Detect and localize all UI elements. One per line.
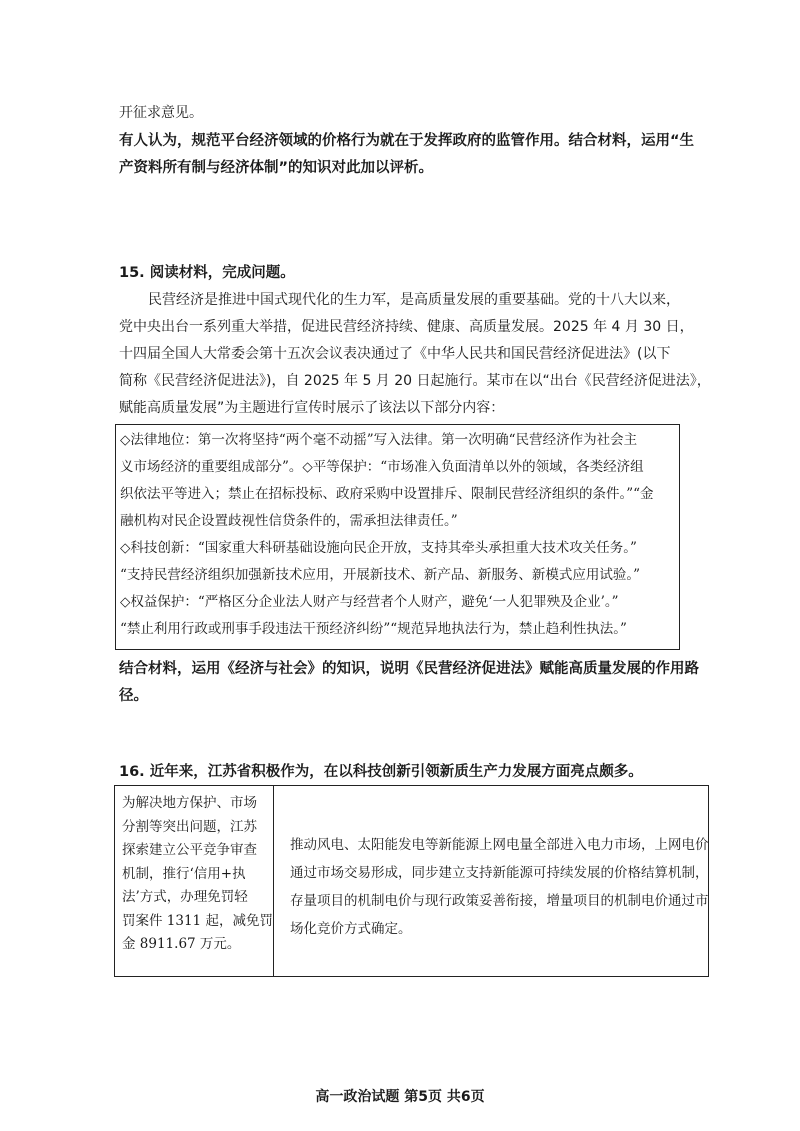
question-15-para-line: 赋能高质量发展”为主题进行宣传时展示了该法以下部分内容： [119,400,505,416]
question-16-material-table [114,785,709,977]
question-15-para-line: 民营经济是推进中国式现代化的生力军，是高质量发展的重要基础。党的十八大以来， [148,292,680,308]
left-cell-line: 探索建立公平竞争审查 [122,842,257,858]
right-cell-line: 场化竞价方式确定。 [289,921,412,937]
question-16-heading: 16. 近年来，江苏省积极作为，在以科技创新引领新质生产力发展方面亮点颇多。 [119,764,643,780]
law-content-box [115,424,680,650]
left-cell-line: 为解决地方保护、市场 [122,795,257,811]
question-15-prompt-line1: 结合材料，运用《经济与社会》的知识，说明《民营经济促进法》赋能高质量发展的作用路 [119,661,699,677]
right-cell-line: 存量项目的机制电价与现行政策妥善衔接，增量项目的机制电价通过市 [289,893,709,909]
box-line: 融机构对民企设置歧视性信贷条件的，需承担法律责任。” [120,513,458,529]
right-cell-line: 通过市场交易形成，同步建立支持新能源可持续发展的价格结算机制， [289,865,709,881]
left-cell-line: 分割等突出问题，江苏 [122,818,257,835]
question-15-para-line: 十四届全国人大常委会第十五次会议表决通过了《中华人民共和国民营经济促进法》(以下 [119,346,671,362]
page-footer: 高一政治试题 第5页 共6页 [315,1089,485,1105]
table-cell-left [115,786,274,977]
box-line: 织依法平等进入；禁止在招标投标、政府采购中设置排斥、限制民营经济组织的条件。”“金 [120,486,654,502]
left-cell-line: 罚案件 1311 起，减免罚 [122,912,273,929]
left-cell-line: 机制，推行‘信用+执 [122,865,246,882]
box-line: ◇科技创新：“国家重大科研基础设施向民企开放，支持其牵头承担重大技术攻关任务。” [120,540,637,556]
intro-line: 开征求意见。 [119,105,203,121]
right-cell-line: 推动风电、太阳能发电等新能源上网电量全部进入电力市场，上网电价 [289,837,709,853]
question-14-prompt-line1: 有人认为，规范平台经济领域的价格行为就在于发挥政府的监管作用。结合材料，运用“生 [119,133,695,149]
question-14-prompt-line2: 产资料所有制与经济体制”的知识对此加以评析。 [119,160,434,176]
question-15-para-line: 党中央出台一系列重大举措，促进民营经济持续、健康、高质量发展。2025 年 4 月 30 日， [119,319,694,335]
box-line: ◇权益保护：“严格区分企业法人财产与经营者个人财产，避免‘一人犯罪殃及企业’。” [120,594,619,610]
box-line: “支持民营经济组织加强新技术应用，开展新技术、新产品、新服务、新模式应用试验。” [120,567,641,583]
box-line: “禁止利用行政或刑事手段违法干预经济纠纷”“规范异地执法行为，禁止趋利性执法。” [120,621,627,637]
table-cell-right [273,786,709,977]
box-line: 义市场经济的重要组成部分”。◇平等保护：“市场准入负面清单以外的领域，各类经济组 [120,459,644,475]
question-15-prompt-line2: 径。 [119,688,148,704]
question-15-para-line: 简称《民营经济促进法》)，自 2025 年 5 月 20 日起施行。某市在以“出台《民营经济促进法》， [119,373,711,389]
left-cell-line: 法’方式，办理免罚轻 [122,889,248,905]
left-cell-line: 金 8911.67 万元。 [122,936,241,952]
question-15-heading: 15. 阅读材料，完成问题。 [119,265,295,281]
box-line: ◇法律地位：第一次将坚持“两个毫不动摇”写入法律。第一次明确“民营经济作为社会主 [120,432,638,448]
